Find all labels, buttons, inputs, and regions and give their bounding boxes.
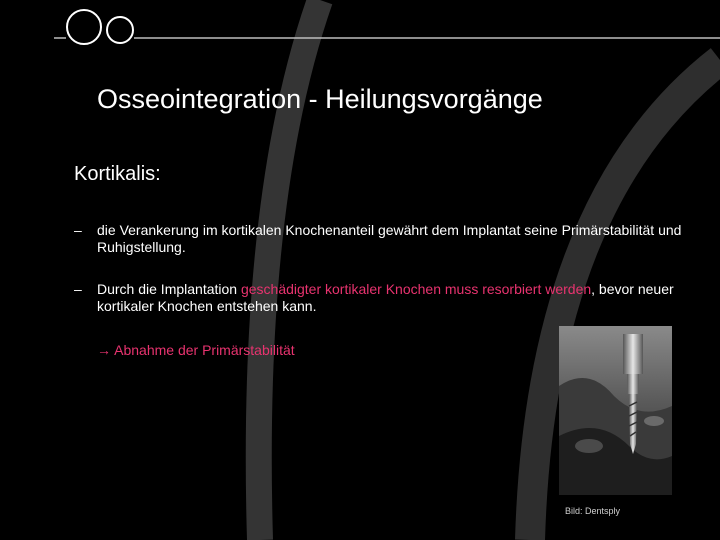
- bullet-text: die Verankerung im kortikalen Knochenanteil gewährt dem Implantat seine Primärstabilität und Ruhigstellung.: [97, 222, 682, 255]
- bullet-dash: –: [74, 281, 82, 297]
- bullet-item-2: [74, 281, 694, 315]
- bullet-item-1: [74, 222, 694, 256]
- bullet-text-after: , bevor neuer kortikaler Knochen entstehen kann.: [97, 281, 674, 314]
- implant-drill-photo: [559, 326, 672, 495]
- conclusion-text: Abnahme der Primärstabilität: [114, 342, 295, 358]
- slide-title: Osseointegration - Heilungsvorgänge: [97, 84, 543, 114]
- decorative-arc-left: [259, 0, 320, 540]
- bullet-highlight: geschädigter kortikaler Knochen muss resorbiert werden: [240, 281, 592, 297]
- logo-circle-large: [67, 10, 101, 44]
- arrow-right-icon: →: [97, 342, 111, 358]
- conclusion-line: [97, 342, 295, 358]
- section-heading: Kortikalis:: [74, 163, 161, 185]
- logo-circle-small: [107, 17, 133, 43]
- bullet-text-before: Durch die Implantation: [97, 281, 241, 297]
- photo-credit: Bild: Dentsply: [565, 506, 621, 516]
- bullet-dash: –: [74, 222, 82, 238]
- bullet-text: [97, 281, 694, 315]
